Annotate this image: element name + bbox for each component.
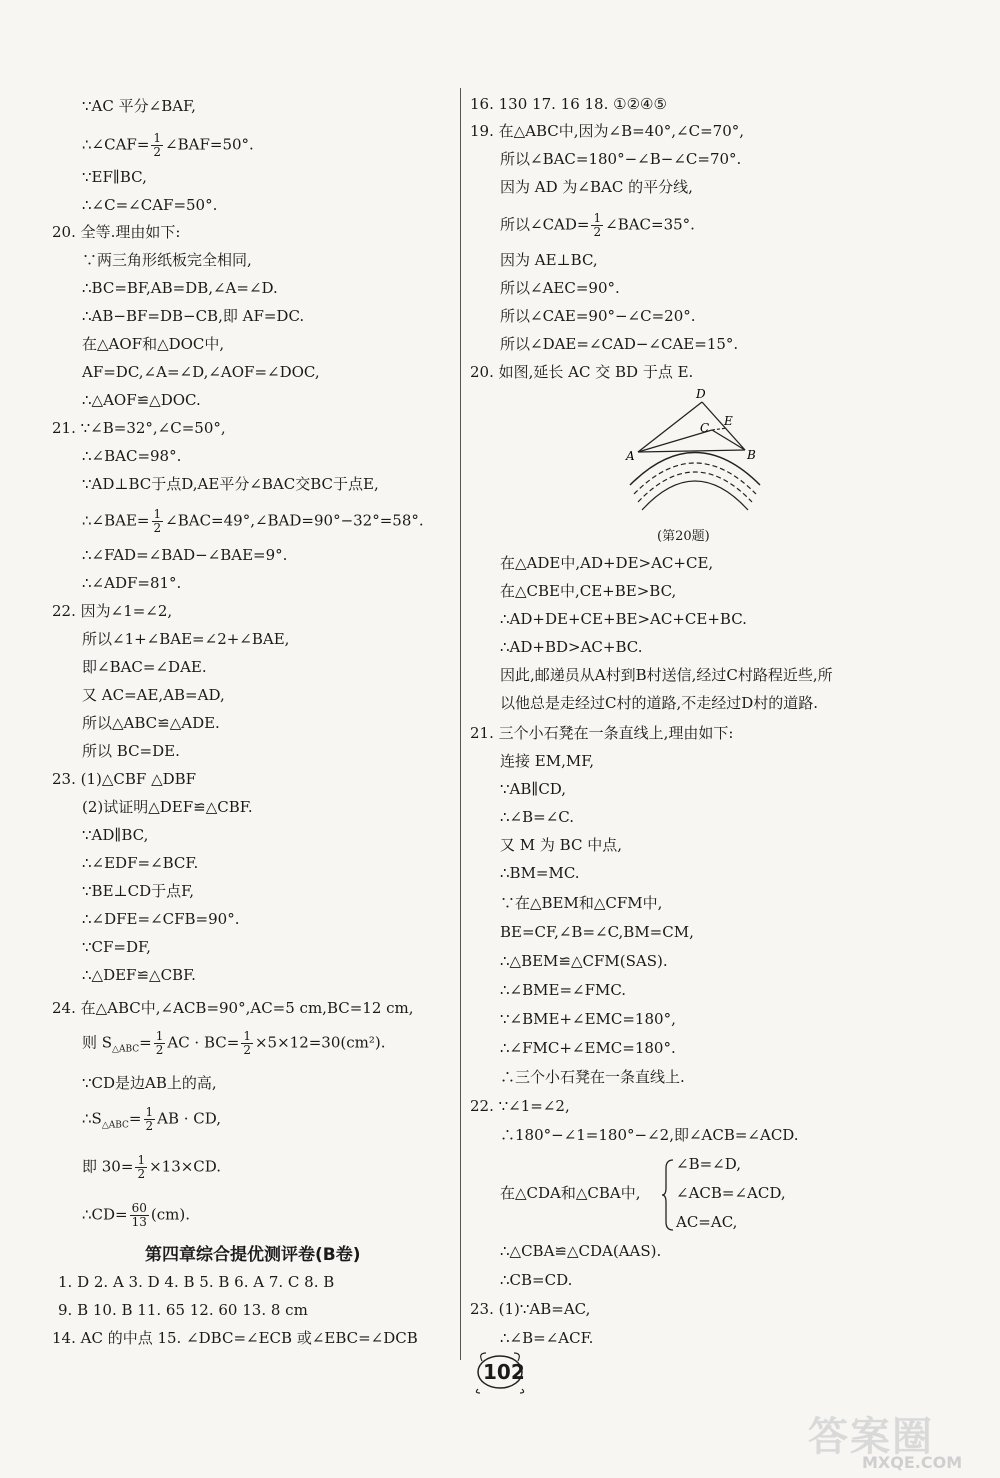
text-segment: ∠BAC=49°,∠BAD=90°−32°=58°. bbox=[165, 511, 424, 530]
road-arcs bbox=[630, 453, 760, 511]
fraction-denominator: 2 bbox=[145, 1119, 154, 1133]
text-line: ∴△DEF≌△CBF. bbox=[82, 966, 196, 984]
fraction-denominator: 2 bbox=[155, 1043, 164, 1057]
text-segment: 所以∠CAD= bbox=[500, 215, 590, 234]
text-line: 所以∠1+∠BAE=∠2+∠BAE, bbox=[82, 630, 290, 648]
fraction bbox=[152, 508, 164, 535]
text-line: ∵∠BME+∠EMC=180°, bbox=[500, 1010, 676, 1028]
point-label-B: B bbox=[747, 448, 756, 462]
text-segment: ∠BAF=50°. bbox=[165, 135, 254, 154]
text-line bbox=[82, 1106, 221, 1136]
text-line: 所以 BC=DE. bbox=[82, 742, 180, 760]
text-line: 因为 AE⊥BC, bbox=[500, 251, 598, 269]
answer-line: 14. AC 的中点 15. ∠DBC=∠ECB 或∠EBC=∠DCB bbox=[52, 1329, 418, 1347]
text-line: ∴∠DFE=∠CFB=90°. bbox=[82, 910, 240, 928]
text-line bbox=[82, 1202, 190, 1229]
text-line: 20. 如图,延长 AC 交 BD 于点 E. bbox=[470, 363, 694, 381]
fraction bbox=[135, 1154, 147, 1181]
text-segment: ∴S bbox=[82, 1109, 102, 1128]
text-line: ∵EF∥BC, bbox=[82, 168, 147, 186]
text-line: 在△CDA和△CBA中, bbox=[500, 1184, 641, 1202]
text-line: ∵AB∥CD, bbox=[500, 780, 567, 798]
text-line: 连接 EM,MF, bbox=[500, 752, 595, 770]
text-line bbox=[82, 1154, 221, 1181]
text-line: ∴△BEM≌△CFM(SAS). bbox=[500, 952, 668, 970]
text-line: 在△ADE中,AD+DE>AC+CE, bbox=[500, 554, 714, 572]
text-line bbox=[82, 1030, 386, 1060]
text-line: ∵CD是边AB上的高, bbox=[82, 1074, 217, 1092]
fraction-denominator: 2 bbox=[137, 1167, 146, 1181]
segment-CB bbox=[712, 430, 745, 450]
fraction-denominator: 2 bbox=[153, 521, 162, 535]
text-line bbox=[82, 508, 424, 535]
watermark-logo: 答案圈 bbox=[808, 1414, 934, 1460]
text-line: 所以∠DAE=∠CAD−∠CAE=15°. bbox=[500, 335, 739, 353]
text-line: ∠B=∠D, bbox=[676, 1155, 741, 1173]
text-line: 21. ∵∠B=32°,∠C=50°, bbox=[52, 419, 226, 437]
subscript: △ABC bbox=[101, 1120, 129, 1131]
fraction bbox=[591, 212, 603, 239]
text-segment: ∠BAC=35°. bbox=[605, 215, 695, 234]
text-line: ∴三个小石凳在一条直线上. bbox=[500, 1068, 685, 1086]
text-line: ∴∠FMC+∠EMC=180°. bbox=[500, 1039, 676, 1057]
fraction-numerator: 1 bbox=[243, 1029, 251, 1043]
point-label-D: D bbox=[696, 387, 706, 401]
text-segment: ∴∠BAE= bbox=[82, 511, 150, 530]
text-line: ∴∠ADF=81°. bbox=[82, 574, 182, 592]
text-segment: ×5×12=30(cm²). bbox=[254, 1033, 386, 1052]
text-line: 又 M 为 BC 中点, bbox=[500, 836, 622, 854]
text-line: ∴BM=MC. bbox=[500, 864, 580, 882]
text-segment: = bbox=[128, 1109, 142, 1128]
text-line: ∴AB−BF=DB−CB,即 AF=DC. bbox=[82, 307, 305, 325]
text-line: ∴BC=BF,AB=DB,∠A=∠D. bbox=[82, 279, 278, 297]
fraction-numerator: 1 bbox=[155, 1029, 164, 1043]
text-line: 因此,邮递员从A村到B村送信,经过C村路程近些,所 bbox=[500, 666, 833, 684]
fraction-numerator: 1 bbox=[153, 507, 162, 521]
fraction-numerator: 1 bbox=[153, 131, 162, 145]
text-line bbox=[82, 132, 254, 159]
text-line: 16. 130 17. 16 18. ①②④⑤ bbox=[470, 95, 667, 113]
text-segment: (cm). bbox=[150, 1205, 191, 1224]
text-line: ∴∠B=∠C. bbox=[500, 808, 574, 826]
figure-caption: (第20题) bbox=[657, 529, 710, 544]
point-label-A: A bbox=[626, 449, 635, 463]
fraction-numerator: 1 bbox=[145, 1105, 154, 1119]
text-line: 又 AC=AE,AB=AD, bbox=[82, 686, 225, 704]
fraction bbox=[241, 1030, 253, 1057]
text-line: ∴∠EDF=∠BCF. bbox=[82, 854, 199, 872]
fraction-denominator: 2 bbox=[593, 225, 602, 239]
text-line: ∴CB=CD. bbox=[500, 1271, 573, 1289]
text-line: 所以∠BAC=180°−∠B−∠C=70°. bbox=[500, 150, 742, 168]
text-line: ∴∠BME=∠FMC. bbox=[500, 981, 627, 999]
text-line: 因为 AD 为∠BAC 的平分线, bbox=[500, 178, 693, 196]
segment-AB bbox=[638, 450, 745, 452]
fraction bbox=[130, 1202, 149, 1229]
text-line: 即∠BAC=∠DAE. bbox=[82, 658, 207, 676]
text-line: AF=DC,∠A=∠D,∠AOF=∠DOC, bbox=[82, 363, 320, 381]
text-line: ∠ACB=∠ACD, bbox=[676, 1184, 786, 1202]
text-line: ∴AD+BD>AC+BC. bbox=[500, 638, 643, 656]
text-line: 在△AOF和△DOC中, bbox=[82, 335, 225, 353]
text-line: ∵两三角形纸板完全相同, bbox=[82, 251, 252, 269]
answer-line: 9. B 10. B 11. 65 12. 60 13. 8 cm bbox=[58, 1301, 308, 1319]
fraction-numerator: 1 bbox=[593, 211, 602, 225]
text-line: ∴AD+DE+CE+BE>AC+CE+BC. bbox=[500, 610, 747, 628]
section-heading: 第四章综合提优测评卷(B卷) bbox=[145, 1245, 361, 1265]
text-line: ∴△AOF≌△DOC. bbox=[82, 391, 201, 409]
fraction bbox=[144, 1106, 156, 1133]
fraction-numerator: 60 bbox=[131, 1201, 147, 1215]
diagram-figure bbox=[620, 380, 770, 520]
text-line: ∵AD⊥BC于点D,AE平分∠BAC交BC于点E, bbox=[82, 475, 379, 493]
text-segment: 即 30= bbox=[82, 1157, 134, 1176]
text-line: 所以∠AEC=90°. bbox=[500, 279, 620, 297]
text-line: ∴∠B=∠ACF. bbox=[500, 1329, 594, 1347]
segment-CE-extension bbox=[712, 428, 727, 430]
fraction-numerator: 1 bbox=[137, 1153, 146, 1167]
fraction bbox=[151, 132, 163, 159]
text-line: 所以△ABC≌△ADE. bbox=[82, 714, 220, 732]
subscript: △ABC bbox=[112, 1044, 140, 1055]
text-line: 22. ∵∠1=∠2, bbox=[470, 1097, 570, 1115]
text-line: 22. 因为∠1=∠2, bbox=[52, 602, 173, 620]
point-label-E: E bbox=[724, 414, 733, 428]
point-label-C: C bbox=[700, 421, 710, 435]
text-line bbox=[500, 212, 695, 239]
text-segment: AC · BC= bbox=[167, 1033, 240, 1052]
text-line: ∵CF=DF, bbox=[82, 938, 151, 956]
text-line: (2)试证明△DEF≌△CBF. bbox=[82, 798, 253, 816]
text-line: 23. (1)∵AB=AC, bbox=[470, 1300, 591, 1318]
text-line: ∴△CBA≌△CDA(AAS). bbox=[500, 1242, 662, 1260]
column-divider bbox=[460, 88, 461, 1360]
brace bbox=[662, 1158, 674, 1232]
text-line: 24. 在△ABC中,∠ACB=90°,AC=5 cm,BC=12 cm, bbox=[52, 999, 414, 1017]
text-line: ∴∠C=∠CAF=50°. bbox=[82, 196, 218, 214]
watermark-url: MXQE.COM bbox=[862, 1453, 963, 1472]
text-line: 20. 全等.理由如下: bbox=[52, 223, 181, 241]
text-line: ∵AC 平分∠BAF, bbox=[82, 97, 196, 115]
text-line: ∴∠FAD=∠BAD−∠BAE=9°. bbox=[82, 546, 288, 564]
answer-line: 1. D 2. A 3. D 4. B 5. B 6. A 7. C 8. B bbox=[58, 1273, 335, 1291]
text-line: ∵AD∥BC, bbox=[82, 826, 149, 844]
text-segment: ×13×CD. bbox=[149, 1157, 222, 1176]
text-segment: ∴CD= bbox=[82, 1205, 128, 1224]
page-number: 102 bbox=[483, 1360, 525, 1384]
text-line: AC=AC, bbox=[676, 1213, 738, 1231]
fraction bbox=[154, 1030, 166, 1057]
fraction-denominator: 2 bbox=[153, 145, 162, 159]
fraction-denominator: 2 bbox=[243, 1043, 251, 1057]
text-line: ∵在△BEM和△CFM中, bbox=[500, 894, 663, 912]
fraction-denominator: 13 bbox=[131, 1215, 147, 1229]
text-line: 在△CBE中,CE+BE>BC, bbox=[500, 582, 677, 600]
text-segment: 则 S bbox=[82, 1033, 113, 1052]
segment-AD bbox=[638, 402, 702, 452]
text-line: 所以∠CAE=90°−∠C=20°. bbox=[500, 307, 696, 325]
text-segment: ∴∠CAF= bbox=[82, 135, 150, 154]
text-line: ∴∠BAC=98°. bbox=[82, 447, 182, 465]
text-segment: = bbox=[139, 1033, 152, 1052]
text-line: 23. (1)△CBF △DBF bbox=[52, 770, 197, 788]
text-line: 19. 在△ABC中,因为∠B=40°,∠C=70°, bbox=[470, 122, 745, 140]
text-line: BE=CF,∠B=∠C,BM=CM, bbox=[500, 923, 694, 941]
text-line: ∵BE⊥CD于点F, bbox=[82, 882, 194, 900]
text-line: 以他总是走经过C村的道路,不走经过D村的道路. bbox=[500, 694, 819, 712]
text-line: ∴180°−∠1=180°−∠2,即∠ACB=∠ACD. bbox=[500, 1126, 799, 1144]
text-segment: AB · CD, bbox=[157, 1109, 222, 1128]
text-line: 21. 三个小石凳在一条直线上,理由如下: bbox=[470, 724, 734, 742]
